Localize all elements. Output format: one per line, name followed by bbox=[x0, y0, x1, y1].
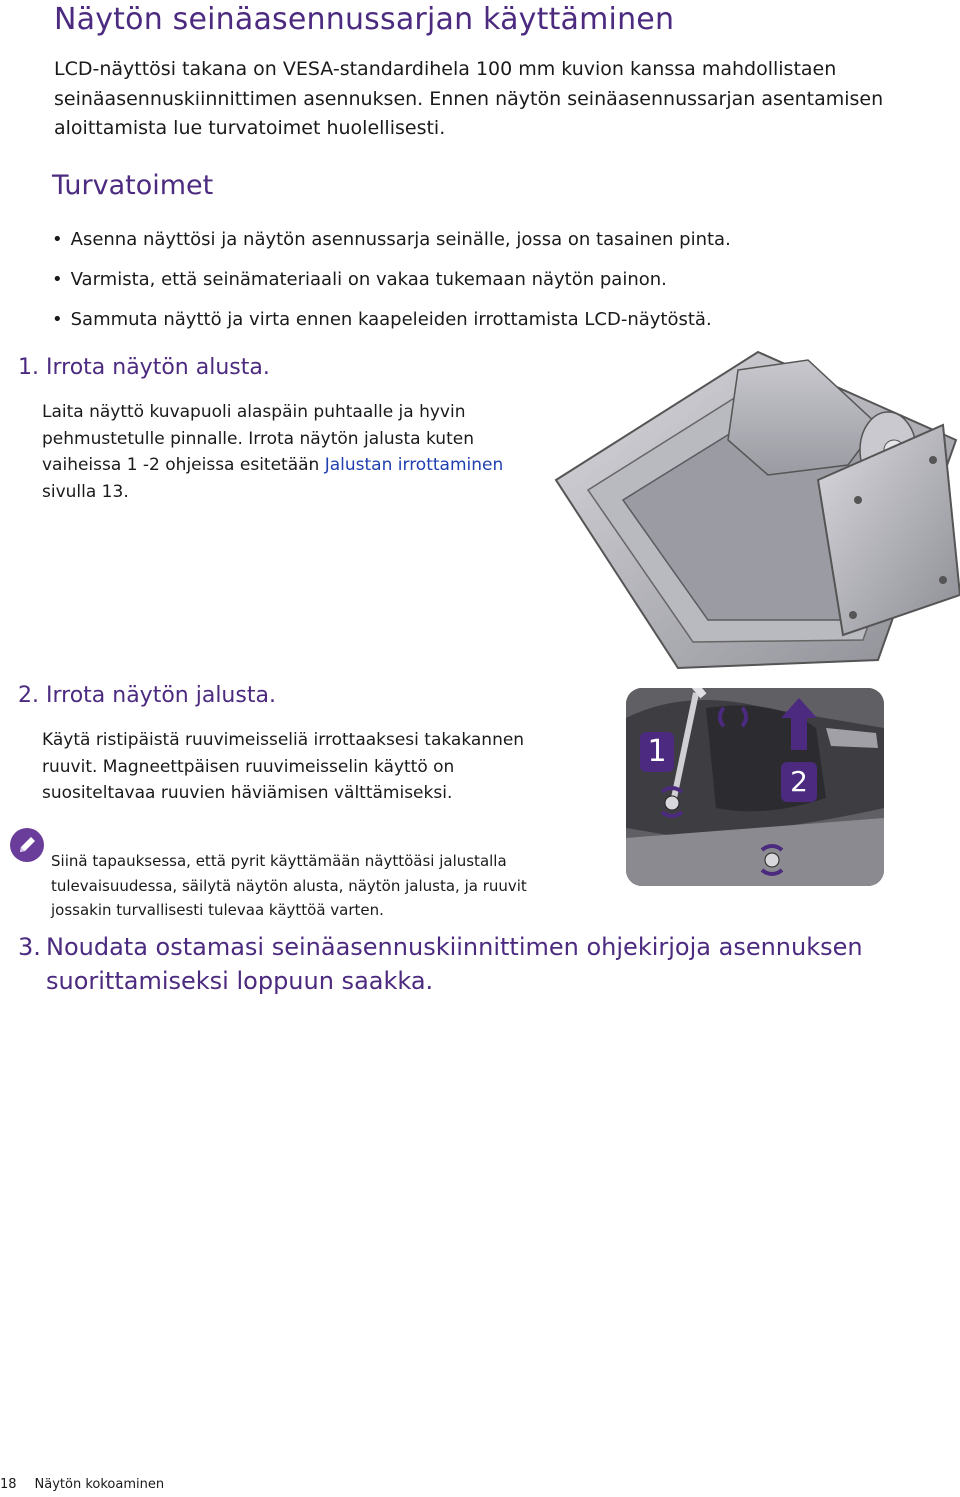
page-number: 18 bbox=[0, 1477, 17, 1492]
page-title: Näytön seinäasennussarjan käyttäminen bbox=[54, 2, 675, 37]
page-footer bbox=[0, 1477, 182, 1492]
step2-text: Käytä ristipäistä ruuvimeisseliä irrottaaksesi takakannen ruuvit. Magneettpäisen ruuvimeisselin käyttö on suositeltavaa ruuvien häviämisen välttämiseksi. bbox=[42, 730, 525, 803]
step1-text-end: sivulla 13. bbox=[42, 481, 129, 502]
safety-list bbox=[52, 224, 731, 344]
stand-removal-link[interactable]: Jalustan irrottaminen bbox=[324, 455, 504, 475]
step3-number: 3. bbox=[18, 933, 41, 961]
callout-1: 1 bbox=[640, 732, 674, 772]
step1-text-start: Laita näyttö kuvapuoli alaspäin puhtaalle ja hyvin pehmustetulle pinnalle. Irrota näytön jalusta kuten vaiheissa 1 -2 ohjeissa esitetään bbox=[42, 402, 474, 475]
rotate-arrows-icon bbox=[718, 702, 748, 732]
monitor-facedown-illustration bbox=[548, 330, 960, 670]
intro-paragraph: LCD-näyttösi takana on VESA-standardihela 100 mm kuvion kanssa mahdollistaen seinäasennuskiinnittimen asennuksen. Ennen näytön seinäasennussarjan asentamisen aloittamista lue turvatoimet huolellisesti. bbox=[54, 58, 884, 139]
pencil-icon bbox=[10, 828, 44, 862]
step1-heading: 1. Irrota näytön alusta. bbox=[18, 355, 270, 380]
callout-2: 2 bbox=[781, 762, 817, 802]
note-text: Siinä tapauksessa, että pyrit käyttämään näyttöäsi jalustalla tulevaisuudessa, säilytä näytön alusta, näytön jalusta, ja ruuvit jossakin turvallisesti tulevaa käyttöä varten. bbox=[51, 852, 527, 919]
step3-heading bbox=[18, 930, 863, 998]
up-arrow-icon bbox=[781, 698, 817, 750]
rotate-arrows-icon bbox=[756, 844, 788, 876]
safety-item: • Sammuta näyttö ja virta ennen kaapeleiden irrottamista LCD-näytöstä. bbox=[52, 304, 731, 344]
step1-text bbox=[42, 399, 527, 505]
safety-item: • Asenna näyttösi ja näytön asennussarja seinälle, jossa on tasainen pinta. bbox=[52, 224, 731, 264]
step3-line1: Noudata ostamasi seinäasennuskiinnittimen ohjekirjoja asennuksen bbox=[46, 933, 863, 961]
safety-heading: Turvatoimet bbox=[52, 170, 214, 201]
footer-section: Näytön kokoaminen bbox=[34, 1477, 165, 1492]
rotate-arrows-icon bbox=[656, 786, 688, 818]
safety-item: • Varmista, että seinämateriaali on vakaa tukemaan näytön painon. bbox=[52, 264, 731, 304]
step2-heading: 2. Irrota näytön jalusta. bbox=[18, 683, 276, 708]
step3-line2: suorittamiseksi loppuun saakka. bbox=[46, 967, 434, 995]
screw-removal-illustration bbox=[626, 688, 884, 886]
